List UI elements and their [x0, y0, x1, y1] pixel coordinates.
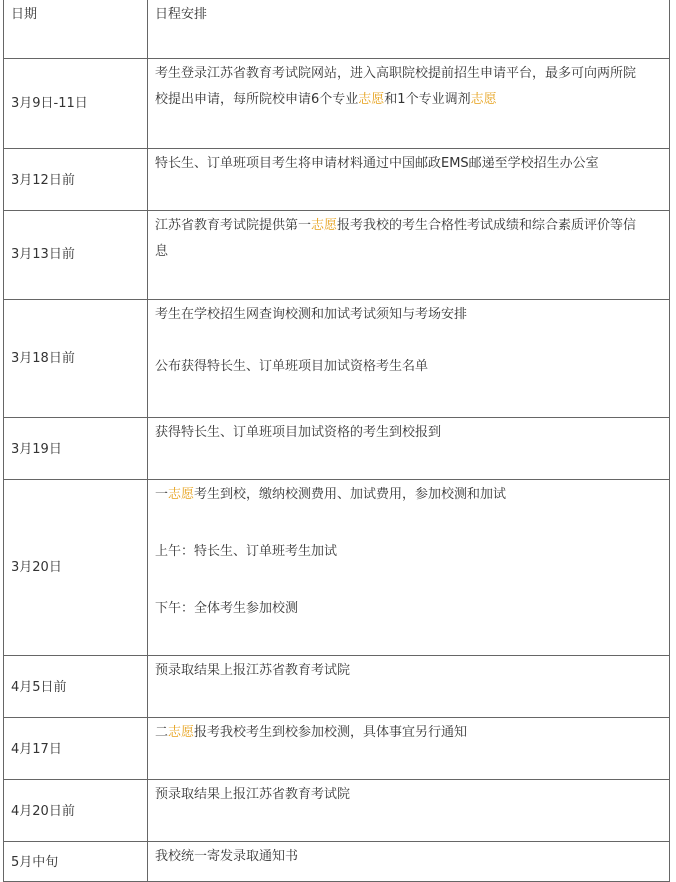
- row-date: 5月中旬: [4, 842, 148, 882]
- row-schedule: [148, 59, 670, 149]
- table-row: [4, 300, 670, 418]
- highlight-text: 志愿: [470, 92, 497, 107]
- paragraph-gap: [155, 328, 665, 354]
- row-schedule: [148, 480, 670, 656]
- text-segment: 报考我校考生到校参加校测，具体事宜另行通知: [194, 725, 468, 740]
- highlight-text: 志愿: [311, 218, 338, 233]
- text-segment: 校提出申请，每所院校申请6个专业: [155, 92, 359, 107]
- row-paragraph: [155, 482, 665, 508]
- table-row: [4, 149, 670, 211]
- row-date: 3月20日: [4, 480, 148, 656]
- table-row: [4, 59, 670, 149]
- table-row: [4, 842, 670, 882]
- table-row: [4, 211, 670, 300]
- table-row: [4, 418, 670, 480]
- row-schedule: 我校统一寄发录取通知书: [148, 842, 670, 882]
- row-schedule: 预录取结果上报江苏省教育考试院: [148, 780, 670, 842]
- row-date: 3月13日前: [4, 211, 148, 300]
- row-paragraph: 考生在学校招生网查询校测和加试考试须知与考场安排: [155, 307, 468, 322]
- table-row: [4, 780, 670, 842]
- paragraph-gap: [155, 508, 665, 539]
- table-row: [4, 718, 670, 780]
- row-paragraph: 上午：特长生、订单班考生加试: [155, 544, 338, 559]
- table-row: [4, 656, 670, 718]
- text-segment: 和1个专业调剂: [384, 92, 471, 107]
- row-schedule: [148, 718, 670, 780]
- header-date: 日期: [4, 0, 148, 59]
- row-date: 3月9日-11日: [4, 59, 148, 149]
- schedule-table: [3, 0, 670, 882]
- row-date: 4月20日前: [4, 780, 148, 842]
- row-date: 4月5日前: [4, 656, 148, 718]
- row-text-line: 息: [155, 244, 169, 259]
- row-paragraph: 下午：全体考生参加校测: [155, 601, 299, 616]
- paragraph-gap: [155, 565, 665, 596]
- header-schedule: 日程安排: [148, 0, 670, 59]
- row-paragraph: 公布获得特长生、订单班项目加试资格考生名单: [155, 359, 429, 374]
- text-segment: 报考我校的考生合格性考试成绩和综合素质评价等信: [337, 218, 637, 233]
- row-schedule: [148, 300, 670, 418]
- row-schedule: [148, 211, 670, 300]
- row-text-line: [155, 213, 665, 239]
- highlight-text: 志愿: [168, 487, 195, 502]
- row-text-line: 考生登录江苏省教育考试院网站，进入高职院校提前招生申请平台，最多可向两所院: [155, 66, 637, 81]
- text-segment: 一: [155, 487, 169, 502]
- row-date: 3月19日: [4, 418, 148, 480]
- highlight-text: 志愿: [358, 92, 385, 107]
- row-schedule: 获得特长生、订单班项目加试资格的考生到校报到: [148, 418, 670, 480]
- table-row: [4, 480, 670, 656]
- table-header-row: [4, 0, 670, 59]
- row-schedule: 特长生、订单班项目考生将申请材料通过中国邮政EMS邮递至学校招生办公室: [148, 149, 670, 211]
- row-date: 3月18日前: [4, 300, 148, 418]
- row-date: 3月12日前: [4, 149, 148, 211]
- text-segment: 考生到校，缴纳校测费用、加试费用，参加校测和加试: [194, 487, 507, 502]
- row-schedule: 预录取结果上报江苏省教育考试院: [148, 656, 670, 718]
- text-segment: 江苏省教育考试院提供第一: [155, 218, 312, 233]
- highlight-text: 志愿: [168, 725, 195, 740]
- row-date: 4月17日: [4, 718, 148, 780]
- text-segment: 二: [155, 725, 169, 740]
- row-text-line: [155, 87, 665, 113]
